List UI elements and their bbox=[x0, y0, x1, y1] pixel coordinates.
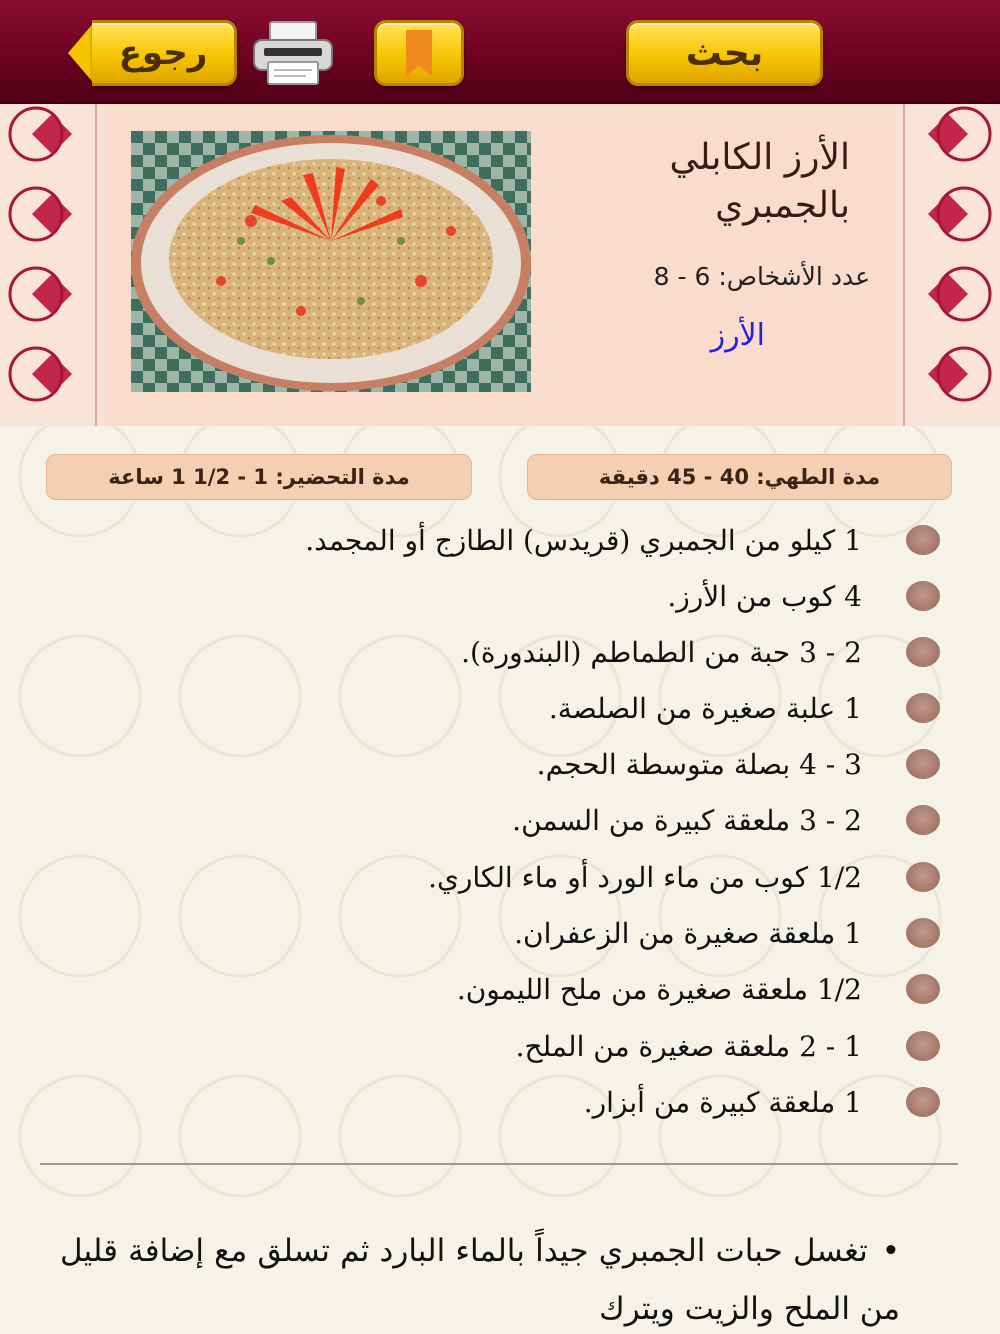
bullet-icon bbox=[906, 974, 940, 1004]
bullet-icon bbox=[906, 1031, 940, 1061]
printer-icon[interactable] bbox=[250, 18, 336, 88]
ingredient-item bbox=[60, 961, 940, 1017]
instructions-text bbox=[60, 1222, 900, 1334]
ingredient-item bbox=[60, 1074, 940, 1130]
cook-time-badge: مدة الطهي: 40 - 45 دقيقة bbox=[527, 454, 952, 500]
search-button[interactable] bbox=[626, 20, 823, 86]
bullet-icon bbox=[906, 637, 940, 667]
ingredient-text: 1 ملعقة كبيرة من أبزار. bbox=[583, 1085, 862, 1119]
bullet-icon bbox=[906, 525, 940, 555]
recipe-title: الأرز الكابلي بالجمبري bbox=[669, 137, 850, 226]
instruction-step: تغسل حبات الجمبري جيداً بالماء البارد ثم تسلق مع إضافة قليل من الملح والزيت ويترك bbox=[60, 1233, 900, 1327]
ingredient-text: 3 - 4 بصلة متوسطة الحجم. bbox=[536, 747, 862, 781]
bullet-icon bbox=[906, 581, 940, 611]
bookmark-icon bbox=[406, 30, 432, 76]
section-divider bbox=[40, 1163, 958, 1165]
ingredient-text: 1 - 2 ملعقة صغيرة من الملح. bbox=[515, 1029, 862, 1063]
ingredient-item bbox=[60, 568, 940, 624]
bullet-icon bbox=[906, 749, 940, 779]
ingredient-text: 4 كوب من الأرز. bbox=[667, 579, 862, 613]
servings-count: عدد الأشخاص: 6 - 8 bbox=[653, 262, 870, 291]
ingredient-text: 1/2 ملعقة صغيرة من ملح الليمون. bbox=[456, 972, 862, 1006]
ornament-border-left bbox=[0, 104, 104, 426]
ingredient-text: 2 - 3 حبة من الطماطم (البندورة). bbox=[461, 635, 862, 669]
back-button-label: رجوع bbox=[118, 33, 208, 73]
ingredient-item bbox=[60, 1018, 940, 1074]
bullet-icon bbox=[906, 693, 940, 723]
bullet-icon bbox=[906, 805, 940, 835]
bookmark-button[interactable] bbox=[374, 20, 464, 86]
search-button-label: بحث bbox=[685, 32, 764, 74]
ingredient-text: 1 كيلو من الجمبري (قريدس) الطازج أو المجمد. bbox=[305, 523, 862, 557]
ingredient-item bbox=[60, 736, 940, 792]
ingredient-item bbox=[60, 849, 940, 905]
instruction-bullet: • bbox=[881, 1233, 900, 1269]
bullet-icon bbox=[906, 1087, 940, 1117]
bullet-icon bbox=[906, 862, 940, 892]
ingredient-text: 1 علبة صغيرة من الصلصة. bbox=[548, 691, 862, 725]
prep-time-badge: مدة التحضير: 1 - 1/2 1 ساعة bbox=[46, 454, 472, 500]
ornament-border-right bbox=[896, 104, 1000, 426]
ingredient-text: 1/2 كوب من ماء الورد أو ماء الكاري. bbox=[428, 860, 862, 894]
bullet-icon bbox=[906, 918, 940, 948]
recipe-photo bbox=[131, 131, 531, 392]
ingredient-item bbox=[60, 512, 940, 568]
ingredient-item bbox=[60, 624, 940, 680]
category-link[interactable]: الأرز bbox=[710, 318, 765, 353]
ingredient-item bbox=[60, 905, 940, 961]
ingredient-text: 1 ملعقة صغيرة من الزعفران. bbox=[514, 916, 862, 950]
back-button[interactable] bbox=[92, 20, 237, 86]
ingredient-item bbox=[60, 680, 940, 736]
ingredient-text: 2 - 3 ملعقة كبيرة من السمن. bbox=[512, 803, 862, 837]
ingredient-item bbox=[60, 792, 940, 848]
